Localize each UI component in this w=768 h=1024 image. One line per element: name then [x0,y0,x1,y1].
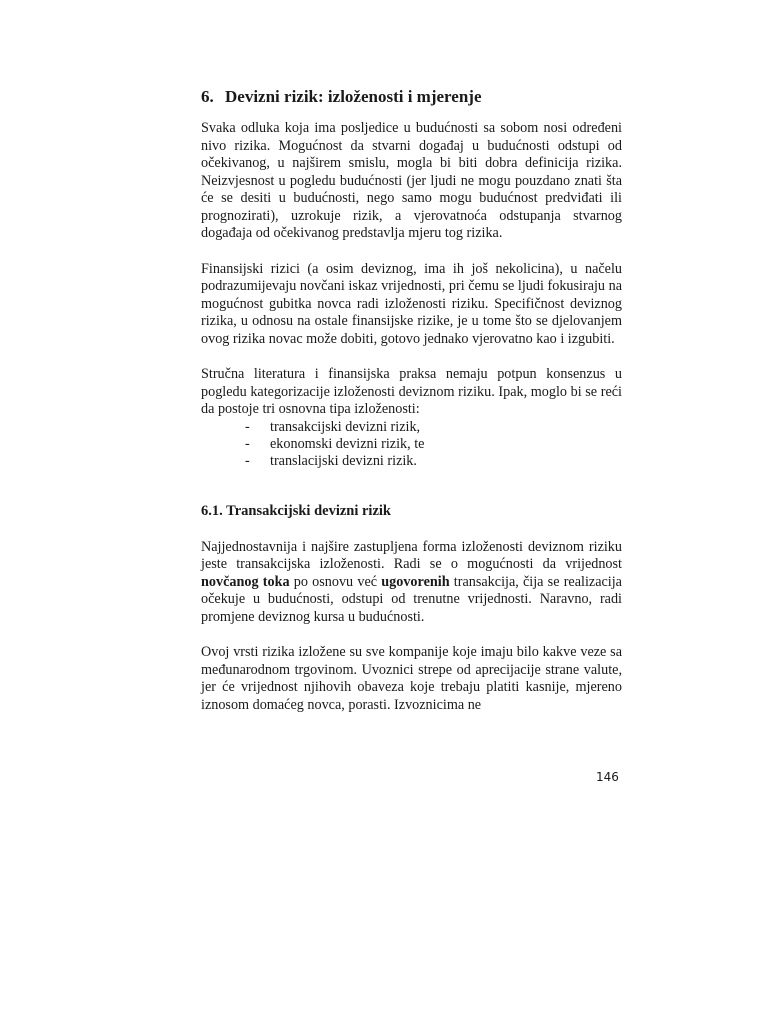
list-dash: - [245,418,250,435]
chapter-title [201,86,622,108]
list-dash: - [245,452,250,469]
spacer [201,470,622,502]
spacer [201,243,622,261]
paragraph-risk-definition: Svaka odluka koja ima posljedice u budućnosti sa sobom nosi određeni nivo rizika. Mogućnost da stvarni događaj u budućnosti odstupi od očekivanog, u najširem smislu, mogla bi biti dobra definicija rizika. Neizvjesnost u pogledu budućnosti (jer ljudi ne mogu pouzdano znati šta će se desiti u budućnosti, nego samo mogu budućnost predviđati ili prognozirati), uzrokuje rizik, a vjerovatnoća odstupanja stvarnog događaja od očekivanog predstavlja mjeru tog rizika. [201,120,622,241]
text-run: transakcija, čija se realizacija očekuje u budućnosti, odstupi od trenutne vrijednosti. Naravno, radi promjene deviznog kursa u budućnosti. [201,573,622,625]
section-title: 6.1. Transakcijski devizni rizik [201,502,391,519]
page-content [201,86,622,714]
page-number: 146 [596,770,619,784]
text-run: po osnovu već [289,573,382,590]
paragraph-financial-risks: Finansijski rizici (a osim deviznog, ima ih još nekolicina), u načelu podrazumijevaju novčani iskaz vrijednosti, pri čemu se ljudi fokusiraju na mogućnost gubitka novca radi izloženosti riziku. Specifičnost deviznog rizika, u odnosu na ostale finansijske rizike, je u tome što se djelovanjem ovog rizika novac može dobiti, gotovo jednako vjerovatno kao i izgubiti. [201,260,622,347]
list-item-text: translacijski devizni rizik. [270,452,417,469]
list-item-text: ekonomski devizni rizik, te [270,435,425,452]
text-run: Najjednostavnija i najšire zastupljena forma izloženosti deviznom riziku jeste transakcijska izloženosti. Radi se o mogućnosti da vrijednost [201,538,622,572]
list-item [201,419,622,436]
list-item [201,436,622,453]
chapter-title-text: Devizni rizik: izloženosti i mjerenje [225,87,482,106]
list-item [201,453,622,470]
bold-term-cash-flow: novčanog toka [201,573,290,590]
paragraph-international-trade: Ovoj vrsti rizika izložene su sve kompanije koje imaju bilo kakve veze sa međunarodnom trgovinom. Uvoznici strepe od aprecijacije strane valute, jer će vrijednost njihovih obaveza koje trebaju platiti kasnije, mjereno iznosom domaćeg novca, porasti. Izvoznicima ne [201,644,622,713]
spacer [201,520,622,539]
paragraph-transaction-exposure [201,539,622,627]
chapter-number: 6. [201,87,214,106]
list-item-text: transakcijski devizni rizik, [270,418,421,435]
exposure-types-list [201,419,622,470]
bold-term-contracted: ugovorenih [381,573,450,590]
paragraph-exposure-types-intro: Stručna literatura i finansijska praksa nemaju potpun konsenzus u pogledu kategorizacije izloženosti deviznom riziku. Ipak, moglo bi se reći da postoje tri osnovna tipa izloženosti: [201,366,622,417]
spacer [201,348,622,366]
list-dash: - [245,435,250,452]
spacer [201,626,622,644]
